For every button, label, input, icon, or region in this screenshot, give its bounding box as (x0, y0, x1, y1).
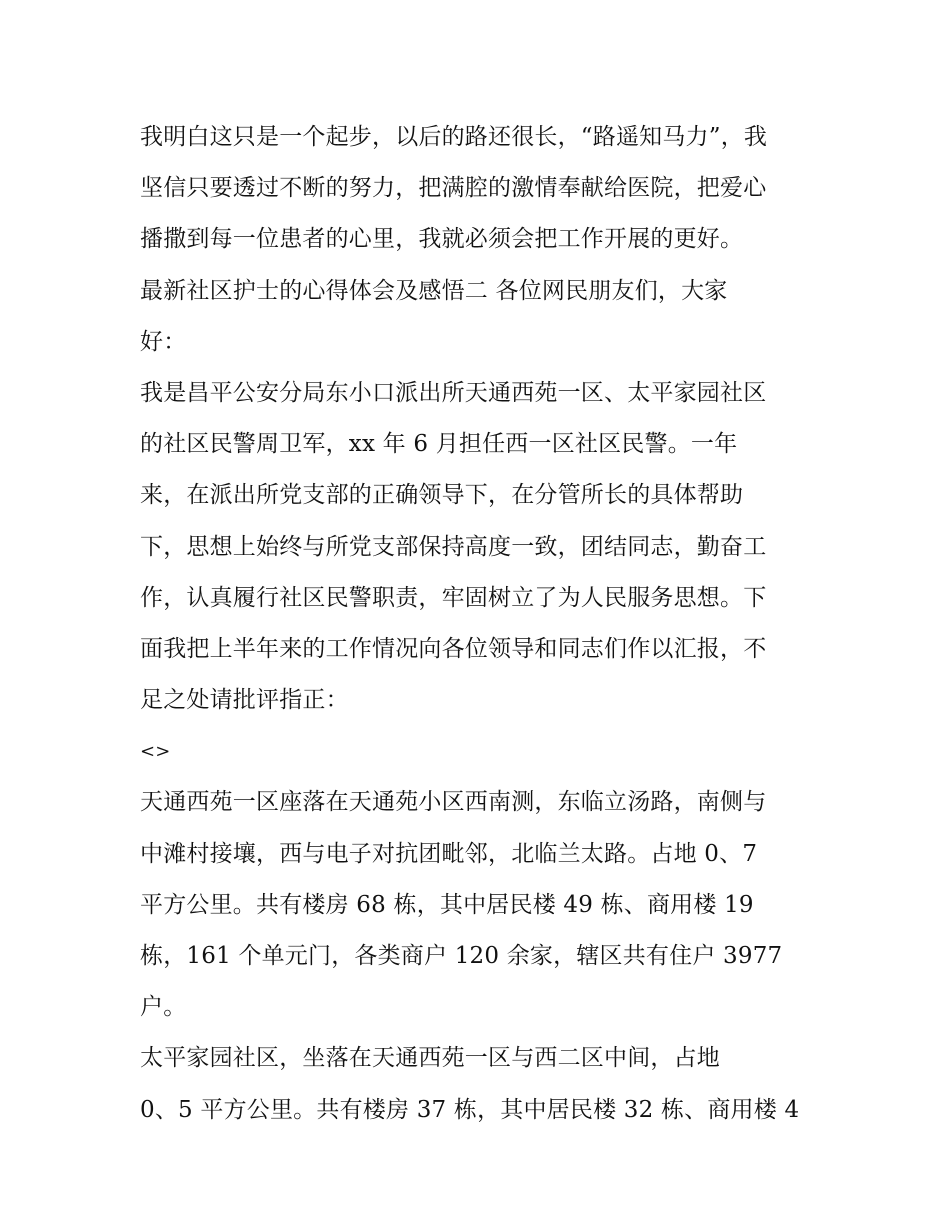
text-line: 中滩村接壤，西与电子对抗团毗邻，北临兰太路。占地 0、7 (140, 840, 758, 867)
text-line: 栋，161 个单元门，各类商户 120 余家，辖区共有住户 3977 (140, 943, 783, 969)
text-line: 的社区民警周卫军，xx 年 6 月担任西一区社区民警。一年 (140, 431, 738, 458)
text-line: 我明白这只是一个起步，以后的路还很长，“路遥知马力”，我 (140, 124, 768, 150)
text-line: 天通西苑一区座落在天通苑小区西南测，东临立汤路，南侧与 (140, 789, 767, 816)
text-line: 坚信只要透过不断的努力，把满腔的激情奉献给医院，把爱心 (140, 175, 767, 202)
text-line: 平方公里。共有楼房 68 栋，其中居民楼 49 栋、商用楼 19 (140, 891, 754, 918)
text-line: 作，认真履行社区民警职责，牢固树立了为人民服务思想。下 (140, 584, 767, 611)
document-body (140, 112, 820, 1136)
text-line: 户。 (140, 994, 187, 1021)
text-line: 来，在派出所党支部的正确领导下，在分管所长的具体帮助 (140, 482, 744, 509)
text-line: 面我把上半年来的工作情况向各位领导和同志们作以汇报，不 (140, 635, 767, 662)
text-line: 足之处请批评指正： (140, 687, 349, 714)
text-line: 好： (140, 328, 187, 355)
text-line: <> (140, 741, 171, 763)
text-line: 下，思想上始终与所党支部保持高度一致，团结同志，勤奋工 (140, 533, 767, 560)
text-line: 0、5 平方公里。共有楼房 37 栋，其中居民楼 32 栋、商用楼 4 (140, 1096, 800, 1123)
text-line: 我是昌平公安分局东小口派出所天通西苑一区、太平家园社区 (140, 379, 767, 406)
text-line: 播撒到每一位患者的心里，我就必须会把工作开展的更好。 (140, 226, 744, 253)
text-line: 太平家园社区，坐落在天通西苑一区与西二区中间，占地 (140, 1045, 720, 1072)
text-line: 最新社区护士的心得体会及感悟二 各位网民朋友们，大家 (140, 277, 728, 304)
